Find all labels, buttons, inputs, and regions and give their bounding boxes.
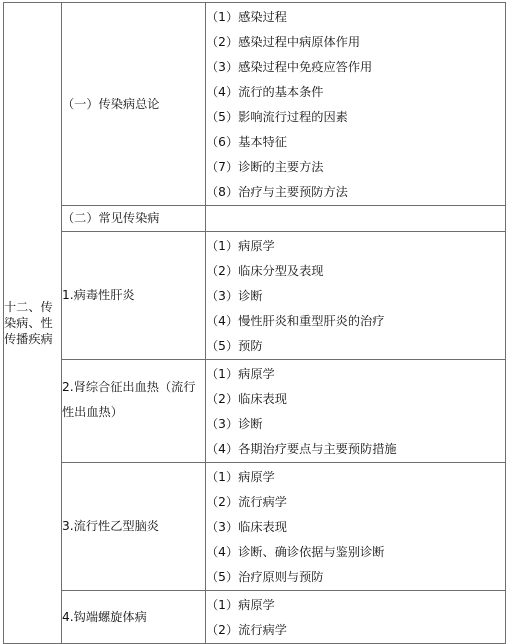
syllabus-table [3, 2, 506, 644]
list-item: （1）感染过程 [206, 10, 287, 24]
topic-label: （一）传染病总论 [62, 96, 160, 111]
list-item: （6）基本特征 [206, 135, 287, 149]
table-row [4, 232, 506, 360]
list-item: （1）病原学 [206, 598, 275, 612]
topic-label: 1.病毒性肝炎 [62, 288, 135, 302]
items-cell [206, 3, 506, 206]
topic-cell [62, 591, 206, 644]
list-item: （5）预防 [206, 339, 263, 353]
list-item: （4）各期治疗要点与主要预防措施 [206, 442, 397, 456]
table-row [4, 206, 506, 232]
list-item: （4）流行的基本条件 [206, 85, 324, 99]
topic-cell [62, 3, 206, 206]
list-item: （3）感染过程中免疫应答作用 [206, 60, 373, 74]
list-item: （5）影响流行过程的因素 [206, 110, 348, 124]
list-item: （7）诊断的主要方法 [206, 160, 324, 174]
list-item: （2）流行病学 [206, 495, 287, 509]
list-item: （2）流行病学 [206, 623, 287, 637]
items-cell [206, 463, 506, 591]
topic-label: （二）常见传染病 [62, 211, 160, 225]
list-item: （1）病原学 [206, 239, 275, 253]
topic-label: 2.肾综合征出血热（流行性出血热） [62, 380, 196, 419]
list-item: （8）治疗与主要预防方法 [206, 185, 348, 199]
list-item: （5）治疗原则与预防 [206, 570, 324, 584]
table-row [4, 591, 506, 644]
items-cell [206, 206, 506, 232]
list-item: （2）临床分型及表现 [206, 264, 324, 278]
items-cell [206, 591, 506, 644]
topic-cell [62, 206, 206, 232]
list-item: （4）慢性肝炎和重型肝炎的治疗 [206, 314, 385, 328]
list-item: （1）病原学 [206, 367, 275, 381]
table-row [4, 3, 506, 206]
topic-cell [62, 463, 206, 591]
list-item: （3）诊断 [206, 417, 263, 431]
list-item: （1）病原学 [206, 470, 275, 484]
items-cell [206, 360, 506, 463]
list-item: （2）感染过程中病原体作用 [206, 35, 361, 49]
list-item: （3）临床表现 [206, 520, 287, 534]
topic-label: 4.钩端螺旋体病 [62, 609, 147, 624]
topic-cell [62, 232, 206, 360]
topic-label: 3.流行性乙型脑炎 [62, 519, 159, 533]
items-cell [206, 232, 506, 360]
list-item: （2）临床表现 [206, 392, 287, 406]
table-row [4, 360, 506, 463]
table-row [4, 463, 506, 591]
list-item: （4）诊断、确诊依据与鉴别诊断 [206, 545, 385, 559]
list-item: （3）诊断 [206, 289, 263, 303]
section-cell: 十二、传染病、性传播疾病 [4, 3, 62, 644]
topic-cell [62, 360, 206, 463]
